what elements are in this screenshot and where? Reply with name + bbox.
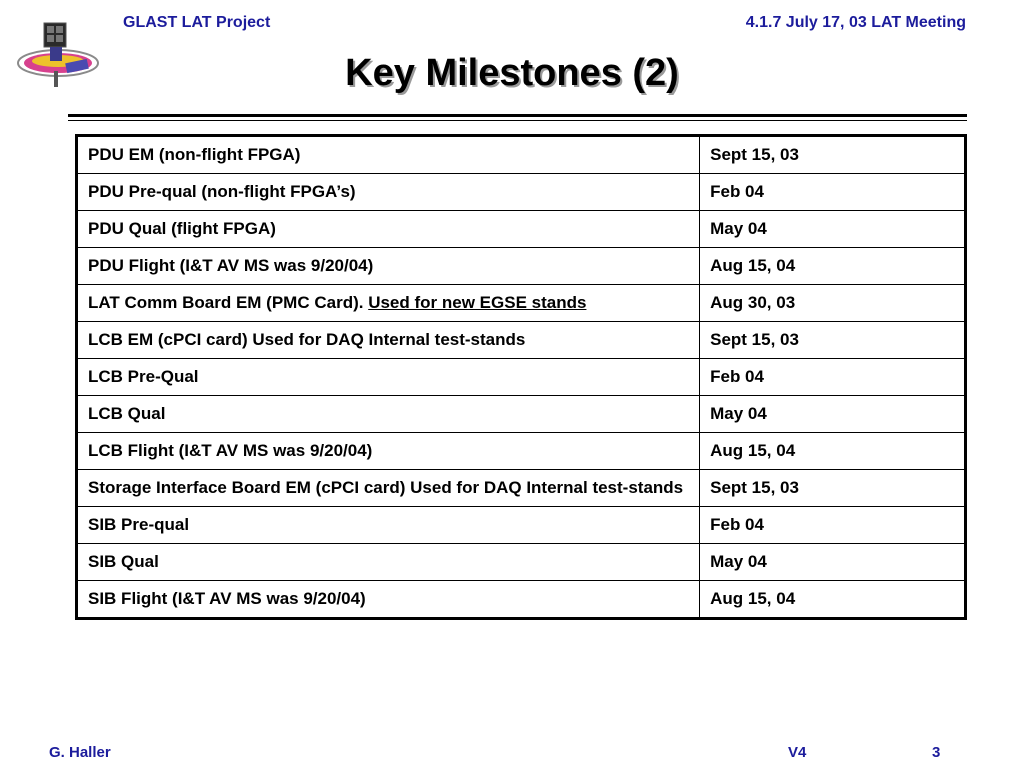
table-row	[77, 136, 966, 174]
slide-title: Key Milestones (2)	[345, 52, 679, 94]
milestone-item: SIB Flight (I&T AV MS was 9/20/04)	[77, 581, 700, 619]
milestone-date: Sept 15, 03	[700, 322, 966, 359]
milestone-item: PDU Qual (flight FPGA)	[77, 211, 700, 248]
milestone-date: May 04	[700, 396, 966, 433]
table-row	[77, 396, 966, 433]
milestone-item-cell	[77, 285, 700, 322]
milestone-item: LAT Comm Board EM (PMC Card).	[88, 293, 364, 312]
milestone-date: Feb 04	[700, 174, 966, 211]
milestone-date: May 04	[700, 544, 966, 581]
milestone-item: SIB Pre-qual	[77, 507, 700, 544]
header-project-title: GLAST LAT Project	[123, 14, 271, 31]
milestone-date: Sept 15, 03	[700, 136, 966, 174]
milestone-date: Feb 04	[700, 359, 966, 396]
table-row	[77, 211, 966, 248]
milestone-item: PDU EM (non-flight FPGA)	[77, 136, 700, 174]
header-meeting-info: 4.1.7 July 17, 03 LAT Meeting	[745, 14, 966, 31]
table-row	[77, 174, 966, 211]
title-divider-thick	[68, 114, 967, 117]
milestone-date: Sept 15, 03	[700, 470, 966, 507]
milestone-date: May 04	[700, 211, 966, 248]
milestone-item: LCB Qual	[77, 396, 700, 433]
table-row	[77, 322, 966, 359]
table-row	[77, 544, 966, 581]
milestone-date: Feb 04	[700, 507, 966, 544]
table-row	[77, 359, 966, 396]
title-divider-thin	[68, 120, 967, 121]
milestone-item: PDU Flight (I&T AV MS was 9/20/04)	[77, 248, 700, 285]
footer-author: G. Haller	[49, 744, 111, 761]
milestone-item: SIB Qual	[77, 544, 700, 581]
milestone-date: Aug 15, 04	[700, 248, 966, 285]
milestone-date: Aug 15, 04	[700, 581, 966, 619]
table-row	[77, 470, 966, 507]
table-row	[77, 507, 966, 544]
table-row	[77, 248, 966, 285]
table-row	[77, 581, 966, 619]
milestone-item: LCB EM (cPCI card) Used for DAQ Internal test-stands	[77, 322, 700, 359]
table-row	[77, 285, 966, 322]
milestone-item: LCB Flight (I&T AV MS was 9/20/04)	[77, 433, 700, 470]
milestone-date: Aug 15, 04	[700, 433, 966, 470]
milestone-item: PDU Pre-qual (non-flight FPGA’s)	[77, 174, 700, 211]
milestone-item: LCB Pre-Qual	[77, 359, 700, 396]
milestones-table	[75, 134, 967, 620]
footer-page-number: 3	[932, 744, 941, 761]
milestone-item-note: Used for new EGSE stands	[368, 293, 587, 312]
table-row	[77, 433, 966, 470]
milestone-date: Aug 30, 03	[700, 285, 966, 322]
footer-version: V4	[788, 744, 807, 761]
milestone-item: Storage Interface Board EM (cPCI card) Used for DAQ Internal test-stands	[77, 470, 700, 507]
